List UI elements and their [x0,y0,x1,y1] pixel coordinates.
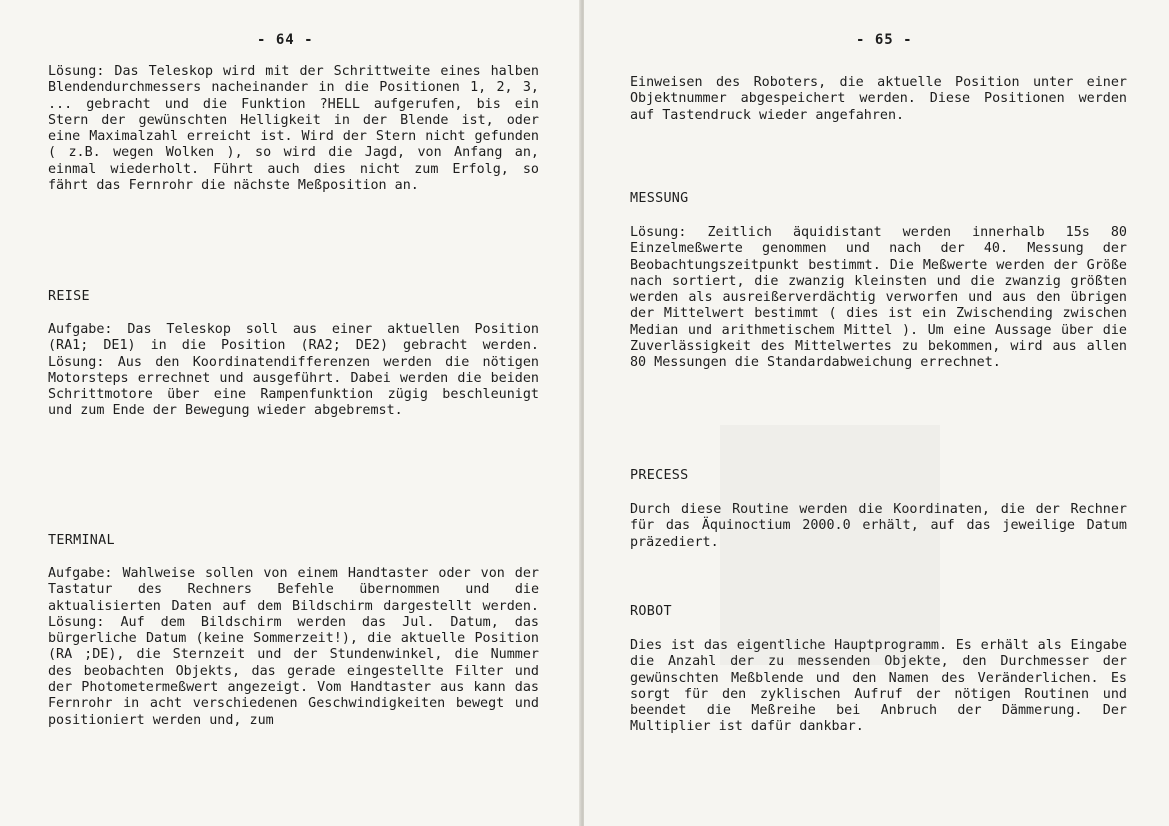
robot-paragraph: Dies ist das eigentliche Hauptprogramm. Es erhält als Eingabe die Anzahl der zu messenden Objekte, den Durchmesser der gewünschten Meßblende und den Namen des Veränderlichen. Es sorgt für den zyklischen Aufruf der nötigen Routinen und beendet die Meßreihe bei Anbruch der Dämmerung. Der Multiplier ist dafür dankbar. [630,638,1127,735]
terminal-paragraph: Aufgabe: Wahlweise sollen von einem Handtaster oder von der Tastatur des Rechners Befehle übernommen und die aktualisierten Daten auf dem Bildschirm dargestellt werden. Lösung: Auf dem Bildschirm werden das Jul. Datum, das bürgerliche Datum (keine Sommerzeit!), die aktuelle Position (RA ;DE), die Sternzeit und der Stundenwinkel, die Nummer des beobachten Objekts, das gerade eingestellte Filter und der Photometermeßwert angezeigt. Vom Handtaster aus kann das Fernrohr in acht verschiedenen Geschwindigkeiten bewegt und positioniert werden und, zum [48,566,539,728]
intro-paragraph: Lösung: Das Teleskop wird mit der Schrittweite eines halben Blendendurchmessers nacheinander in die Positionen 1, 2, 3, ... gebracht und die Funktion ?HELL aufgerufen, bis ein Stern der gewünschten Helligkeit in der Blende ist, oder eine Maximalzahl erreicht ist. Wird der Stern nicht gefunden ( z.B. wegen Wolken ), so wird die Jagd, von Anfang an, einmal wiederholt. Führt auch dies nicht zum Erfolg, so fährt das Fernrohr die nächste Meßposition an. [48,64,539,194]
section-heading-reise: REISE [48,289,90,304]
messung-paragraph: Lösung: Zeitlich äquidistant werden innerhalb 15s 80 Einzelmeßwerte genommen und nach der 40. Messung der Beobachtungszeitpunkt bestimmt. Die Meßwerte werden der Größe nach sortiert, die zwanzig kleinsten und die zwanzig größten werden als ausreißerverdächtig verworfen und aus den übrigen der Mittelwert bestimmt ( dies ist ein Zwischending zwischen Median und arithmetischem Mittel ). Um eine Aussage über die Zuverlässigkeit des Mittelwertes zu bekommen, wird aus allen 80 Messungen die Standardabweichung errechnet. [630,225,1127,371]
page-number: - 65 - [856,32,913,48]
right-page [584,0,1169,826]
section-heading-precess: PRECESS [630,468,689,483]
section-heading-terminal: TERMINAL [48,533,115,548]
left-page [0,0,581,826]
show-through-shadow [720,425,940,665]
page-number: - 64 - [257,32,314,48]
intro-paragraph: Einweisen des Roboters, die aktuelle Position unter einer Objektnummer abgespeichert werden. Diese Positionen werden auf Tastendruck wieder angefahren. [630,75,1127,123]
section-heading-messung: MESSUNG [630,191,689,206]
section-heading-robot: ROBOT [630,604,672,619]
precess-paragraph: Durch diese Routine werden die Koordinaten, die der Rechner für das Äquinoctium 2000.0 erhält, auf das jeweilige Datum präzediert. [630,502,1127,550]
reise-paragraph: Aufgabe: Das Teleskop soll aus einer aktuellen Position (RA1; DE1) in die Position (RA2; DE2) gebracht werden. Lösung: Aus den Koordinatendifferenzen werden die nötigen Motorsteps errechnet und ausgeführt. Dabei werden die beiden Schrittmotore über eine Rampenfunktion zügig beschleunigt und zum Ende der Bewegung wieder abgebremst. [48,322,539,419]
